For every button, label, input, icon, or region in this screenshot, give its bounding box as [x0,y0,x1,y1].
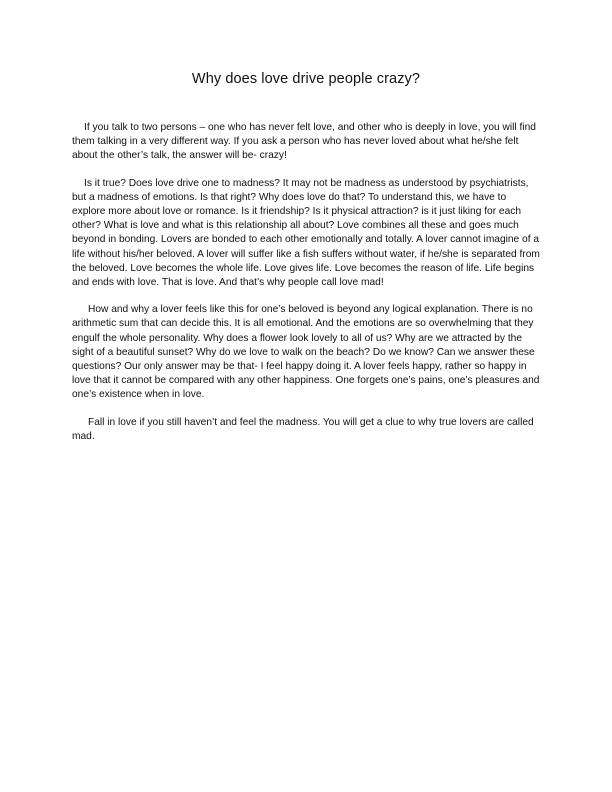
paragraph: How and why a lover feels like this for one’s beloved is beyond any logical explanation. There is no arithmetic sum that can decide this. It is all emotional. And the emotions are so overwhelming that they engulf the whole personality. Why does a flower look lovely to all of us? Why are we attracted by the sight of a beautiful sunset? Why do we love to walk on the beach? Do we know? Can we answer these questions? Our only answer may be that- I feel happy doing it. A lover feels happy, rather so happy in love that it cannot be compared with any other happiness. One forgets one’s pains, one’s pleasures and one’s existence when in love. [72,304,540,401]
page-title: Why does love drive people crazy? [191,71,421,87]
document-body [72,121,542,457]
paragraph: If you talk to two persons – one who has never felt love, and other who is deeply in love, you will find them talking in a very different way. If you ask a person who has never loved about what he/she felt about the other’s talk, the answer will be- crazy! [72,122,536,162]
paragraph: Fall in love if you still haven’t and feel the madness. You will get a clue to why true lovers are called mad. [72,416,534,442]
paragraph: Is it true? Does love drive one to madness? It may not be madness as understood by psychiatrists, but a madness of emotions. Is that right? Why does love do that? To understand this, we have to explore more about love or romance. Is it friendship? Is it physical attraction? is it just liking for each other? What is love and what is this relationship all about? Love combines all these and goes much beyond in bonding. Lovers are bonded to each other emotionally and totally. A lover cannot imagine of a life without his/her beloved. A lover will suffer like a fish suffers without water, if he/she is separated from the beloved. Love becomes the whole life. Love gives life. Love becomes the reason of life. Life begins and ends with love. That is love. And that’s why people call love mad! [72,177,540,289]
